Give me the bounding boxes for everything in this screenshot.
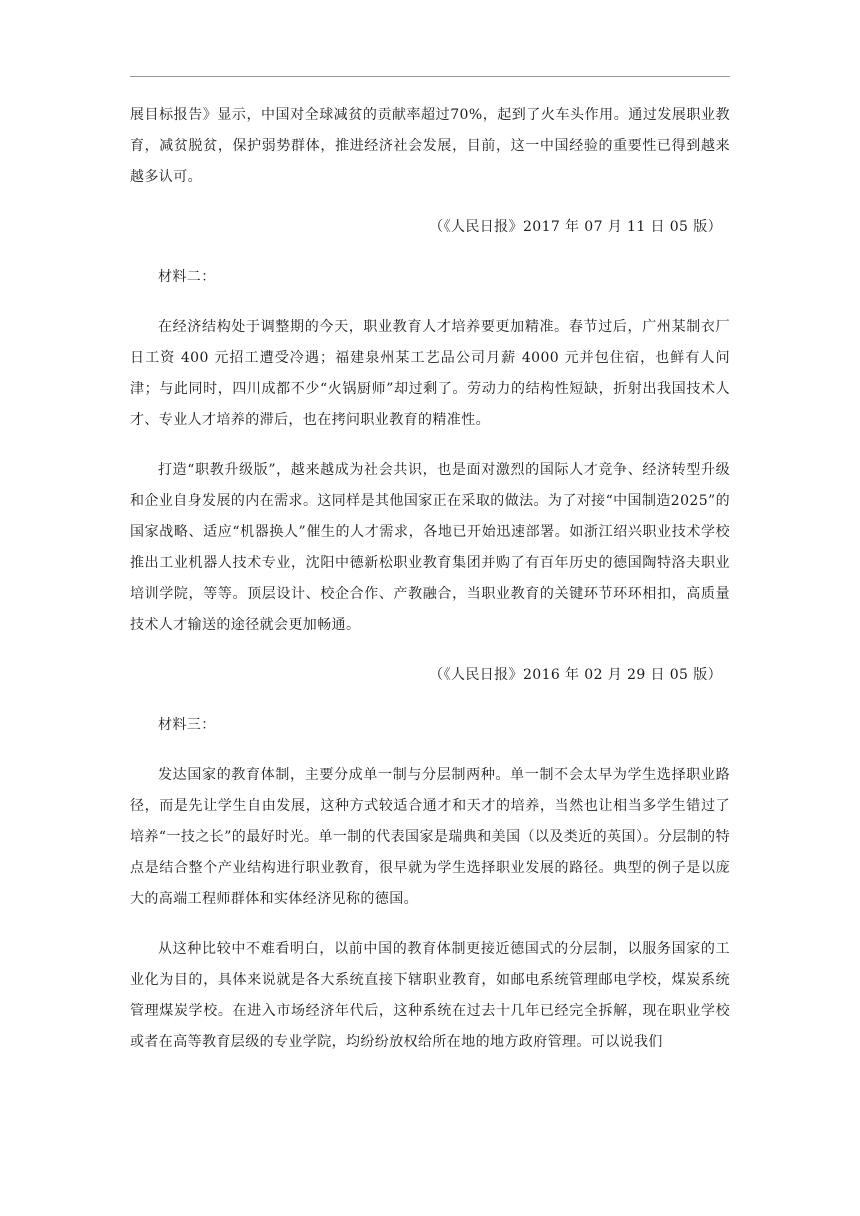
body-paragraph: 在经济结构处于调整期的今天，职业教育人才培养要更加精准。春节过后，广州某制衣厂日工资 400 元招工遭受冷遇；福建泉州某工艺品公司月薪 4000 元并包住宿，也鲜有人问津；与此同时，四川成都不少“火锅厨师”却过剩了。劳动力的结构性短缺，折射出我国技术人才、专业人才培养的滞后，也在拷问职业教育的精准性。	[130, 319, 730, 428]
paragraph-continuation: 展目标报告》显示，中国对全球减贫的贡献率超过70%，起到了火车头作用。通过发展职业教育，减贫脱贫，保护弱势群体，推进经济社会发展，目前，这一中国经验的重要性已得到越来越多认可。	[130, 107, 730, 185]
section-label: 材料二：	[158, 269, 216, 285]
body-paragraph: 打造“职教升级版”，越来越成为社会共识，也是面对激烈的国际人才竞争、经济转型升级和企业自身发展的内在需求。这同样是其他国家正在采取的做法。为了对接“中国制造2025”的国家战略、适应“机器换人”催生的人才需求，各地已开始迅速部署。如浙江绍兴职业技术学校推出工业机器人技术专业，沈阳中德新松职业教育集团并购了有百年历史的德国陶特洛夫职业培训学院，等等。顶层设计、校企合作、产教融合，当职业教育的关键环节环环相扣，高质量技术人才输送的途径就会更加畅通。	[130, 462, 730, 633]
source-citation: （《人民日报》2016 年 02 月 29 日 05 版）	[429, 667, 722, 683]
body-paragraph: 发达国家的教育体制，主要分成单一制与分层制两种。单一制不会太早为学生选择职业路径，而是先让学生自由发展，这种方式较适合通才和天才的培养，当然也让相当多学生错过了培养“一技之长”的最好时光。单一制的代表国家是瑞典和美国（以及类近的英国）。分层制的特点是结合整个产业结构进行职业教育，很早就为学生选择职业发展的路径。典型的例子是以庞大的高端工程师群体和实体经济见称的德国。	[130, 767, 730, 907]
header-rule	[130, 76, 730, 77]
document-body	[130, 100, 730, 1077]
body-paragraph: 从这种比较中不难看明白，以前中国的教育体制更接近德国式的分层制，以服务国家的工业化为目的，具体来说就是各大系统直接下辖职业教育，如邮电系统管理邮电学校，煤炭系统管理煤炭学校。在进入市场经济年代后，这种系统在过去十几年已经完全拆解，现在职业学校或者在高等教育层级的专业学院，均纷纷放权给所在地的地方政府管理。可以说我们	[130, 941, 730, 1050]
source-citation: （《人民日报》2017 年 07 月 11 日 05 版）	[429, 219, 722, 235]
section-label: 材料三：	[158, 717, 216, 733]
